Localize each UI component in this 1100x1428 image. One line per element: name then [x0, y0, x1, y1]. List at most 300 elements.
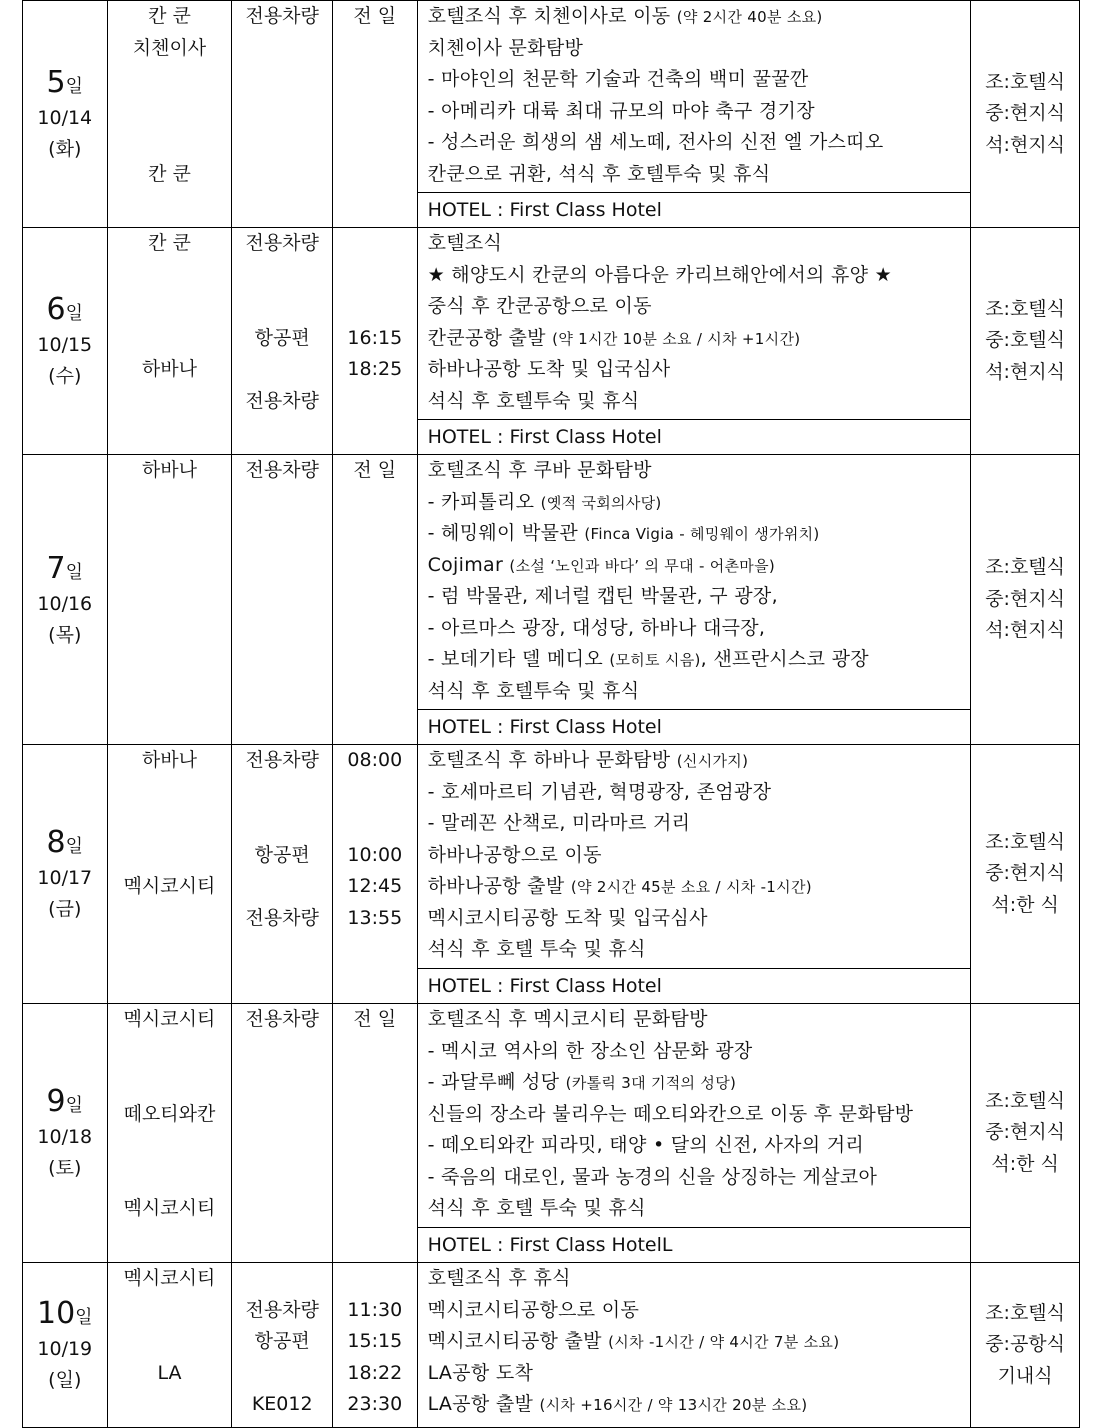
schedule-text-after: , 샌프란시스코 광장: [700, 648, 869, 670]
transport-line: [232, 550, 332, 582]
schedule-text: - 아르마스 광장, 대성당, 하바나 대극장,: [427, 616, 766, 639]
schedule-text: 석식 후 호텔 투숙 및 휴식: [427, 938, 646, 960]
schedule-text: - 성스러운 희생의 샘 세노떼, 전사의 신전 엘 가스띠오: [427, 131, 884, 153]
schedule-text: 호텔조식 후 멕시코시티 문화탐방: [427, 1008, 708, 1030]
transport-line: [232, 291, 332, 323]
transport-line: [232, 1263, 332, 1295]
day-number-value: 8: [46, 825, 66, 860]
schedule-list: [418, 745, 971, 966]
city-list: [108, 228, 232, 417]
time-list: [333, 228, 417, 417]
meal-line: 중:현지식: [985, 1121, 1066, 1144]
transport-list: [232, 455, 332, 707]
time-line: 18:22: [347, 1361, 403, 1384]
schedule-text: - 과달루뻬 성당: [427, 1071, 566, 1093]
transport-line: [232, 1067, 332, 1099]
meal-line: 석:한 식: [991, 1152, 1059, 1175]
city-line: [108, 96, 232, 128]
time-line: [333, 1162, 417, 1194]
city-line: [108, 1326, 232, 1358]
transport-line: [232, 934, 332, 966]
city-line: 하바나: [141, 459, 197, 481]
day-row: [23, 228, 1080, 455]
day-number-value: 7: [46, 550, 66, 586]
schedule-line: [418, 1130, 971, 1162]
meal-list: [971, 827, 1079, 922]
schedule-line: [418, 455, 971, 487]
transport-cell: [232, 1004, 333, 1263]
transport-line: [232, 613, 332, 645]
transport-line: 항공편: [254, 843, 310, 866]
city-line: [108, 808, 232, 840]
schedule-list: [418, 1263, 971, 1421]
day-date: 10/17: [37, 867, 93, 889]
meal-list: [971, 294, 1079, 389]
day-date: 10/16: [37, 592, 93, 615]
schedule-line: [418, 127, 971, 159]
city-cell: [107, 1, 232, 228]
transport-line: 전용차량: [245, 459, 319, 481]
schedule-note: (옛적 국회의사당): [540, 493, 662, 512]
time-line: [333, 808, 417, 840]
city-cell: [107, 1004, 232, 1263]
day-cell: [23, 228, 108, 455]
schedule-line: [418, 1389, 971, 1421]
day-number-value: 5: [46, 65, 66, 100]
schedule-text: - 카피톨리오: [427, 490, 541, 513]
time-line: 16:15: [347, 326, 403, 349]
city-line: [108, 581, 232, 613]
city-line: 멕시코시티: [123, 875, 216, 897]
schedule-cell: [417, 228, 971, 455]
transport-line: 전용차량: [245, 906, 319, 929]
meal-list: [971, 1086, 1079, 1181]
schedule-text: - 멕시코 역사의 한 장소인 삼문화 광장: [427, 1039, 753, 1062]
schedule-line: [418, 903, 971, 935]
time-line: 전 일: [353, 459, 397, 481]
city-line: [108, 550, 232, 582]
time-cell: [333, 1, 418, 228]
transport-line: [232, 1036, 332, 1068]
city-line: [108, 1130, 232, 1162]
schedule-cell: [417, 1, 971, 228]
schedule-text: 칸쿤공항 출발: [427, 326, 553, 349]
day-number: [23, 1294, 107, 1334]
transport-line: [232, 260, 332, 292]
transport-line: [232, 1193, 332, 1225]
meal-line: 중:현지식: [985, 862, 1066, 885]
schedule-line: [418, 613, 971, 645]
schedule-line: [418, 260, 971, 292]
meal-cell: [971, 1263, 1080, 1428]
city-line: [108, 1036, 232, 1068]
city-line: [108, 127, 232, 159]
city-line: 멕시코시티: [123, 1197, 216, 1219]
schedule-line: [418, 1326, 971, 1358]
schedule-line: [418, 1067, 971, 1099]
meal-cell: [971, 745, 1080, 1004]
day-number-value: 6: [46, 292, 66, 327]
day-date: 10/19: [37, 1338, 93, 1360]
meal-line: 조:호텔식: [985, 830, 1066, 853]
schedule-text: 하바나공항 출발: [427, 875, 571, 897]
schedule-line: [418, 1358, 971, 1390]
schedule-line: [418, 644, 971, 676]
city-line: [108, 1067, 232, 1099]
schedule-note: (시차 +16시간 / 약 13시간 20분 소요): [539, 1396, 808, 1414]
schedule-line: [418, 871, 971, 903]
meal-line: 조:호텔식: [985, 297, 1066, 320]
city-cell: [107, 1263, 232, 1428]
transport-line: [232, 1358, 332, 1390]
schedule-line: [418, 354, 971, 386]
time-line: [333, 518, 417, 550]
day-row: [23, 455, 1080, 745]
transport-list: [232, 745, 332, 966]
transport-line: 전용차량: [245, 232, 319, 254]
city-cell: [107, 745, 232, 1004]
meal-line: 중:현지식: [985, 587, 1066, 610]
time-cell: [333, 1004, 418, 1263]
transport-line: [232, 581, 332, 613]
transport-cell: [232, 455, 333, 745]
schedule-note: (약 1시간 10분 소요 / 시차 +1시간): [552, 329, 801, 348]
time-cell: [333, 228, 418, 455]
schedule-text: Cojimar: [427, 553, 510, 576]
time-line: [333, 1193, 417, 1225]
time-line: [333, 260, 417, 292]
time-line: 08:00: [347, 749, 403, 771]
meal-line: 조:호텔식: [985, 1089, 1066, 1112]
time-line: 12:45: [347, 875, 403, 897]
city-line: [108, 1162, 232, 1194]
hotel-line: HOTEL : First Class Hotel: [418, 192, 971, 227]
transport-list: [232, 1263, 332, 1421]
time-line: 18:25: [347, 358, 403, 380]
time-line: [333, 613, 417, 645]
city-line: [108, 518, 232, 550]
meal-list: [971, 552, 1079, 647]
schedule-text: 호텔조식 후 휴식: [427, 1267, 571, 1289]
time-line: [333, 159, 417, 191]
transport-line: [232, 871, 332, 903]
city-line: [108, 613, 232, 645]
schedule-text: 하바나공항으로 이동: [427, 843, 602, 866]
schedule-line: [418, 386, 971, 418]
schedule-text: 멕시코시티공항 도착 및 입국심사: [427, 906, 708, 929]
day-weekday: (금): [48, 898, 82, 920]
transport-line: [232, 64, 332, 96]
schedule-note: (소설 ‘노인과 바다’ 의 무대 - 어촌마을): [509, 556, 776, 575]
meal-cell: [971, 1004, 1080, 1263]
city-line: [108, 903, 232, 935]
day-number: [23, 290, 107, 330]
city-line: [108, 487, 232, 519]
schedule-text: - 마야인의 천문학 기술과 건축의 백미 꿀꿀깐: [427, 68, 809, 90]
transport-cell: [232, 745, 333, 1004]
day-row: [23, 1004, 1080, 1263]
schedule-line: [418, 745, 971, 777]
time-line: [333, 676, 417, 708]
day-cell: [23, 745, 108, 1004]
day-number-unit: 일: [65, 836, 84, 857]
day-cell: [23, 1263, 108, 1428]
schedule-line: [418, 777, 971, 809]
time-line: [333, 291, 417, 323]
day-weekday: (수): [48, 365, 82, 387]
city-list: [108, 455, 232, 707]
schedule-line: [418, 1099, 971, 1131]
transport-line: 전용차량: [245, 5, 319, 27]
time-list: [333, 1, 417, 190]
day-number-unit: 일: [65, 303, 84, 324]
day-number-unit: 일: [65, 1095, 84, 1116]
schedule-text: 석식 후 호텔 투숙 및 휴식: [427, 1197, 646, 1219]
schedule-note: (약 2시간 40분 소요): [676, 8, 823, 26]
city-line: 칸 쿤: [148, 5, 191, 27]
day-weekday: (목): [48, 623, 82, 646]
city-line: [108, 323, 232, 355]
time-list: [333, 1263, 417, 1421]
schedule-line: [418, 1263, 971, 1295]
schedule-line: [418, 518, 971, 550]
transport-line: [232, 127, 332, 159]
day-number-unit: 일: [65, 561, 84, 583]
meal-line: 조:호텔식: [985, 556, 1066, 579]
schedule-line: [418, 840, 971, 872]
schedule-text: 하바나공항 도착 및 입국심사: [427, 358, 671, 380]
schedule-note: (Finca Vigia - 헤밍웨이 생가위치): [584, 525, 820, 543]
schedule-line: [418, 1193, 971, 1225]
transport-cell: [232, 228, 333, 455]
schedule-text: 중식 후 칸쿤공항으로 이동: [427, 295, 652, 317]
time-list: [333, 1004, 417, 1225]
schedule-text: 호텔조식 후 하바나 문화탐방: [427, 749, 677, 771]
schedule-note: (카톨릭 3대 기적의 성당): [565, 1074, 737, 1092]
schedule-list: [418, 1, 971, 190]
meal-list: [971, 67, 1079, 162]
hotel-line: HOTEL : First Class Hotel: [418, 419, 971, 454]
schedule-text: ★ 해양도시 칸쿤의 아름다운 카리브해안에서의 휴양 ★: [427, 263, 893, 286]
day-row: [23, 745, 1080, 1004]
schedule-text: - 말레꼰 산책로, 미라마르 거리: [427, 812, 691, 834]
schedule-text: 멕시코시티공항 출발: [427, 1330, 609, 1352]
time-line: 15:15: [347, 1330, 403, 1352]
city-line: [108, 644, 232, 676]
time-line: [333, 33, 417, 65]
itinerary-table: [22, 0, 1080, 1428]
time-list: [333, 745, 417, 966]
schedule-text: - 떼오티와칸 피라밋, 태양 • 달의 신전, 사자의 거리: [427, 1134, 865, 1156]
schedule-line: [418, 581, 971, 613]
schedule-line: [418, 1162, 971, 1194]
schedule-line: [418, 550, 971, 582]
hotel-line: HOTEL : First Class HotelL: [418, 1227, 971, 1262]
meal-line: 기내식: [997, 1364, 1053, 1387]
city-line: 치첸이사: [132, 36, 207, 59]
transport-line: [232, 96, 332, 128]
schedule-cell: [417, 745, 971, 1004]
time-line: [333, 386, 417, 418]
time-line: 23:30: [347, 1393, 403, 1415]
schedule-cell: [417, 1004, 971, 1263]
city-line: [108, 64, 232, 96]
transport-line: [232, 676, 332, 708]
day-date: 10/14: [37, 107, 93, 129]
time-line: 전 일: [353, 1008, 397, 1030]
city-list: [108, 1, 232, 190]
meal-line: 석:현지식: [985, 360, 1066, 383]
schedule-line: [418, 1, 971, 33]
time-line: [333, 1036, 417, 1068]
schedule-line: [418, 291, 971, 323]
meal-line: 조:호텔식: [985, 70, 1066, 93]
meal-list: [971, 1298, 1079, 1393]
day-number: [23, 1082, 107, 1122]
transport-line: [232, 354, 332, 386]
meal-cell: [971, 455, 1080, 745]
meal-line: 석:한 식: [991, 893, 1059, 916]
schedule-cell: [417, 455, 971, 745]
city-line: 하바나: [141, 749, 197, 771]
schedule-note: (모히토 시음): [609, 651, 701, 669]
schedule-line: [418, 33, 971, 65]
meal-line: 조:호텔식: [985, 1301, 1066, 1324]
schedule-list: [418, 1004, 971, 1225]
schedule-text: 호텔조식 후 치첸이사로 이동: [427, 5, 677, 27]
schedule-line: [418, 487, 971, 519]
schedule-list: [418, 228, 971, 417]
schedule-text: 칸쿤으로 귀환, 석식 후 호텔투숙 및 휴식: [427, 162, 771, 185]
city-line: 칸 쿤: [148, 162, 191, 185]
schedule-line: [418, 808, 971, 840]
city-line: LA: [157, 1361, 182, 1384]
schedule-text: 치첸이사 문화탐방: [427, 36, 584, 59]
time-line: [333, 1099, 417, 1131]
schedule-note: (신시가지): [676, 752, 749, 770]
hotel-line: HOTEL : First Class Hotel: [418, 709, 971, 744]
time-line: [333, 550, 417, 582]
city-line: [108, 676, 232, 708]
city-cell: [107, 228, 232, 455]
meal-line: 중:현지식: [985, 102, 1066, 125]
schedule-line: [418, 64, 971, 96]
transport-line: [232, 808, 332, 840]
schedule-line: [418, 323, 971, 355]
transport-line: 전용차량: [245, 389, 319, 412]
time-line: [333, 777, 417, 809]
schedule-text: 석식 후 호텔투숙 및 휴식: [427, 389, 640, 412]
schedule-text: LA공항 도착: [427, 1361, 534, 1384]
transport-line: 전용차량: [245, 1298, 319, 1321]
schedule-text: 호텔조식: [427, 232, 503, 254]
time-line: [333, 96, 417, 128]
day-weekday: (일): [48, 1369, 82, 1391]
day-number: [23, 63, 107, 103]
schedule-line: [418, 228, 971, 260]
schedule-note: (시차 -1시간 / 약 4시간 7분 소요): [608, 1333, 840, 1351]
meal-line: 석:현지식: [985, 619, 1066, 642]
time-line: [333, 64, 417, 96]
transport-line: [232, 644, 332, 676]
city-line: [108, 934, 232, 966]
time-line: [333, 1130, 417, 1162]
time-line: [333, 581, 417, 613]
time-line: [333, 127, 417, 159]
day-number-value: 9: [46, 1084, 66, 1119]
schedule-text: - 아메리카 대륙 최대 규모의 마야 축구 경기장: [427, 99, 815, 122]
schedule-text: - 럼 박물관, 제너럴 캡틴 박물관, 구 광장,: [427, 585, 778, 607]
transport-line: 전용차량: [245, 1008, 319, 1030]
schedule-text: - 헤밍웨이 박물관: [427, 522, 585, 544]
schedule-cell: [417, 1263, 971, 1428]
city-line: [108, 260, 232, 292]
schedule-line: [418, 159, 971, 191]
transport-list: [232, 1004, 332, 1225]
transport-line: [232, 518, 332, 550]
city-cell: [107, 455, 232, 745]
day-weekday: (화): [48, 138, 82, 160]
transport-line: [232, 159, 332, 191]
schedule-line: [418, 96, 971, 128]
transport-line: KE012: [251, 1393, 313, 1415]
transport-cell: [232, 1, 333, 228]
meal-cell: [971, 1, 1080, 228]
city-line: [108, 1295, 232, 1327]
city-line: 하바나: [141, 358, 197, 380]
city-line: 멕시코시티: [123, 1008, 216, 1030]
schedule-line: [418, 1004, 971, 1036]
city-list: [108, 1263, 232, 1421]
time-cell: [333, 1263, 418, 1428]
day-weekday: (토): [48, 1157, 82, 1179]
schedule-text: 신들의 장소라 불리우는 떼오티와칸으로 이동 후 문화탐방: [427, 1102, 914, 1125]
day-cell: [23, 455, 108, 745]
time-line: [333, 1067, 417, 1099]
time-line: [333, 1263, 417, 1295]
time-line: [333, 487, 417, 519]
day-date: 10/18: [37, 1126, 93, 1148]
transport-line: [232, 33, 332, 65]
transport-line: [232, 1099, 332, 1131]
schedule-text: LA공항 출발: [427, 1393, 540, 1415]
time-line: [333, 644, 417, 676]
day-cell: [23, 1, 108, 228]
day-cell: [23, 1004, 108, 1263]
transport-line: 항공편: [254, 1330, 310, 1352]
city-line: [108, 840, 232, 872]
meal-line: 중:호텔식: [985, 329, 1066, 352]
schedule-line: [418, 676, 971, 708]
city-list: [108, 745, 232, 966]
transport-line: [232, 1130, 332, 1162]
schedule-text: - 죽음의 대로인, 물과 농경의 신을 상징하는 게살코아: [427, 1165, 878, 1188]
time-line: 전 일: [353, 5, 397, 27]
city-list: [108, 1004, 232, 1225]
meal-cell: [971, 228, 1080, 455]
transport-cell: [232, 1263, 333, 1428]
day-date: 10/15: [37, 334, 93, 356]
transport-line: 전용차량: [245, 749, 319, 771]
transport-line: 항공편: [254, 326, 310, 349]
day-number: [23, 823, 107, 863]
schedule-line: [418, 934, 971, 966]
transport-list: [232, 228, 332, 417]
city-line: 멕시코시티: [123, 1267, 216, 1289]
schedule-list: [418, 455, 971, 707]
itinerary-body: [23, 1, 1080, 1428]
schedule-text: - 호세마르티 기념관, 혁명광장, 존엄광장: [427, 780, 772, 803]
